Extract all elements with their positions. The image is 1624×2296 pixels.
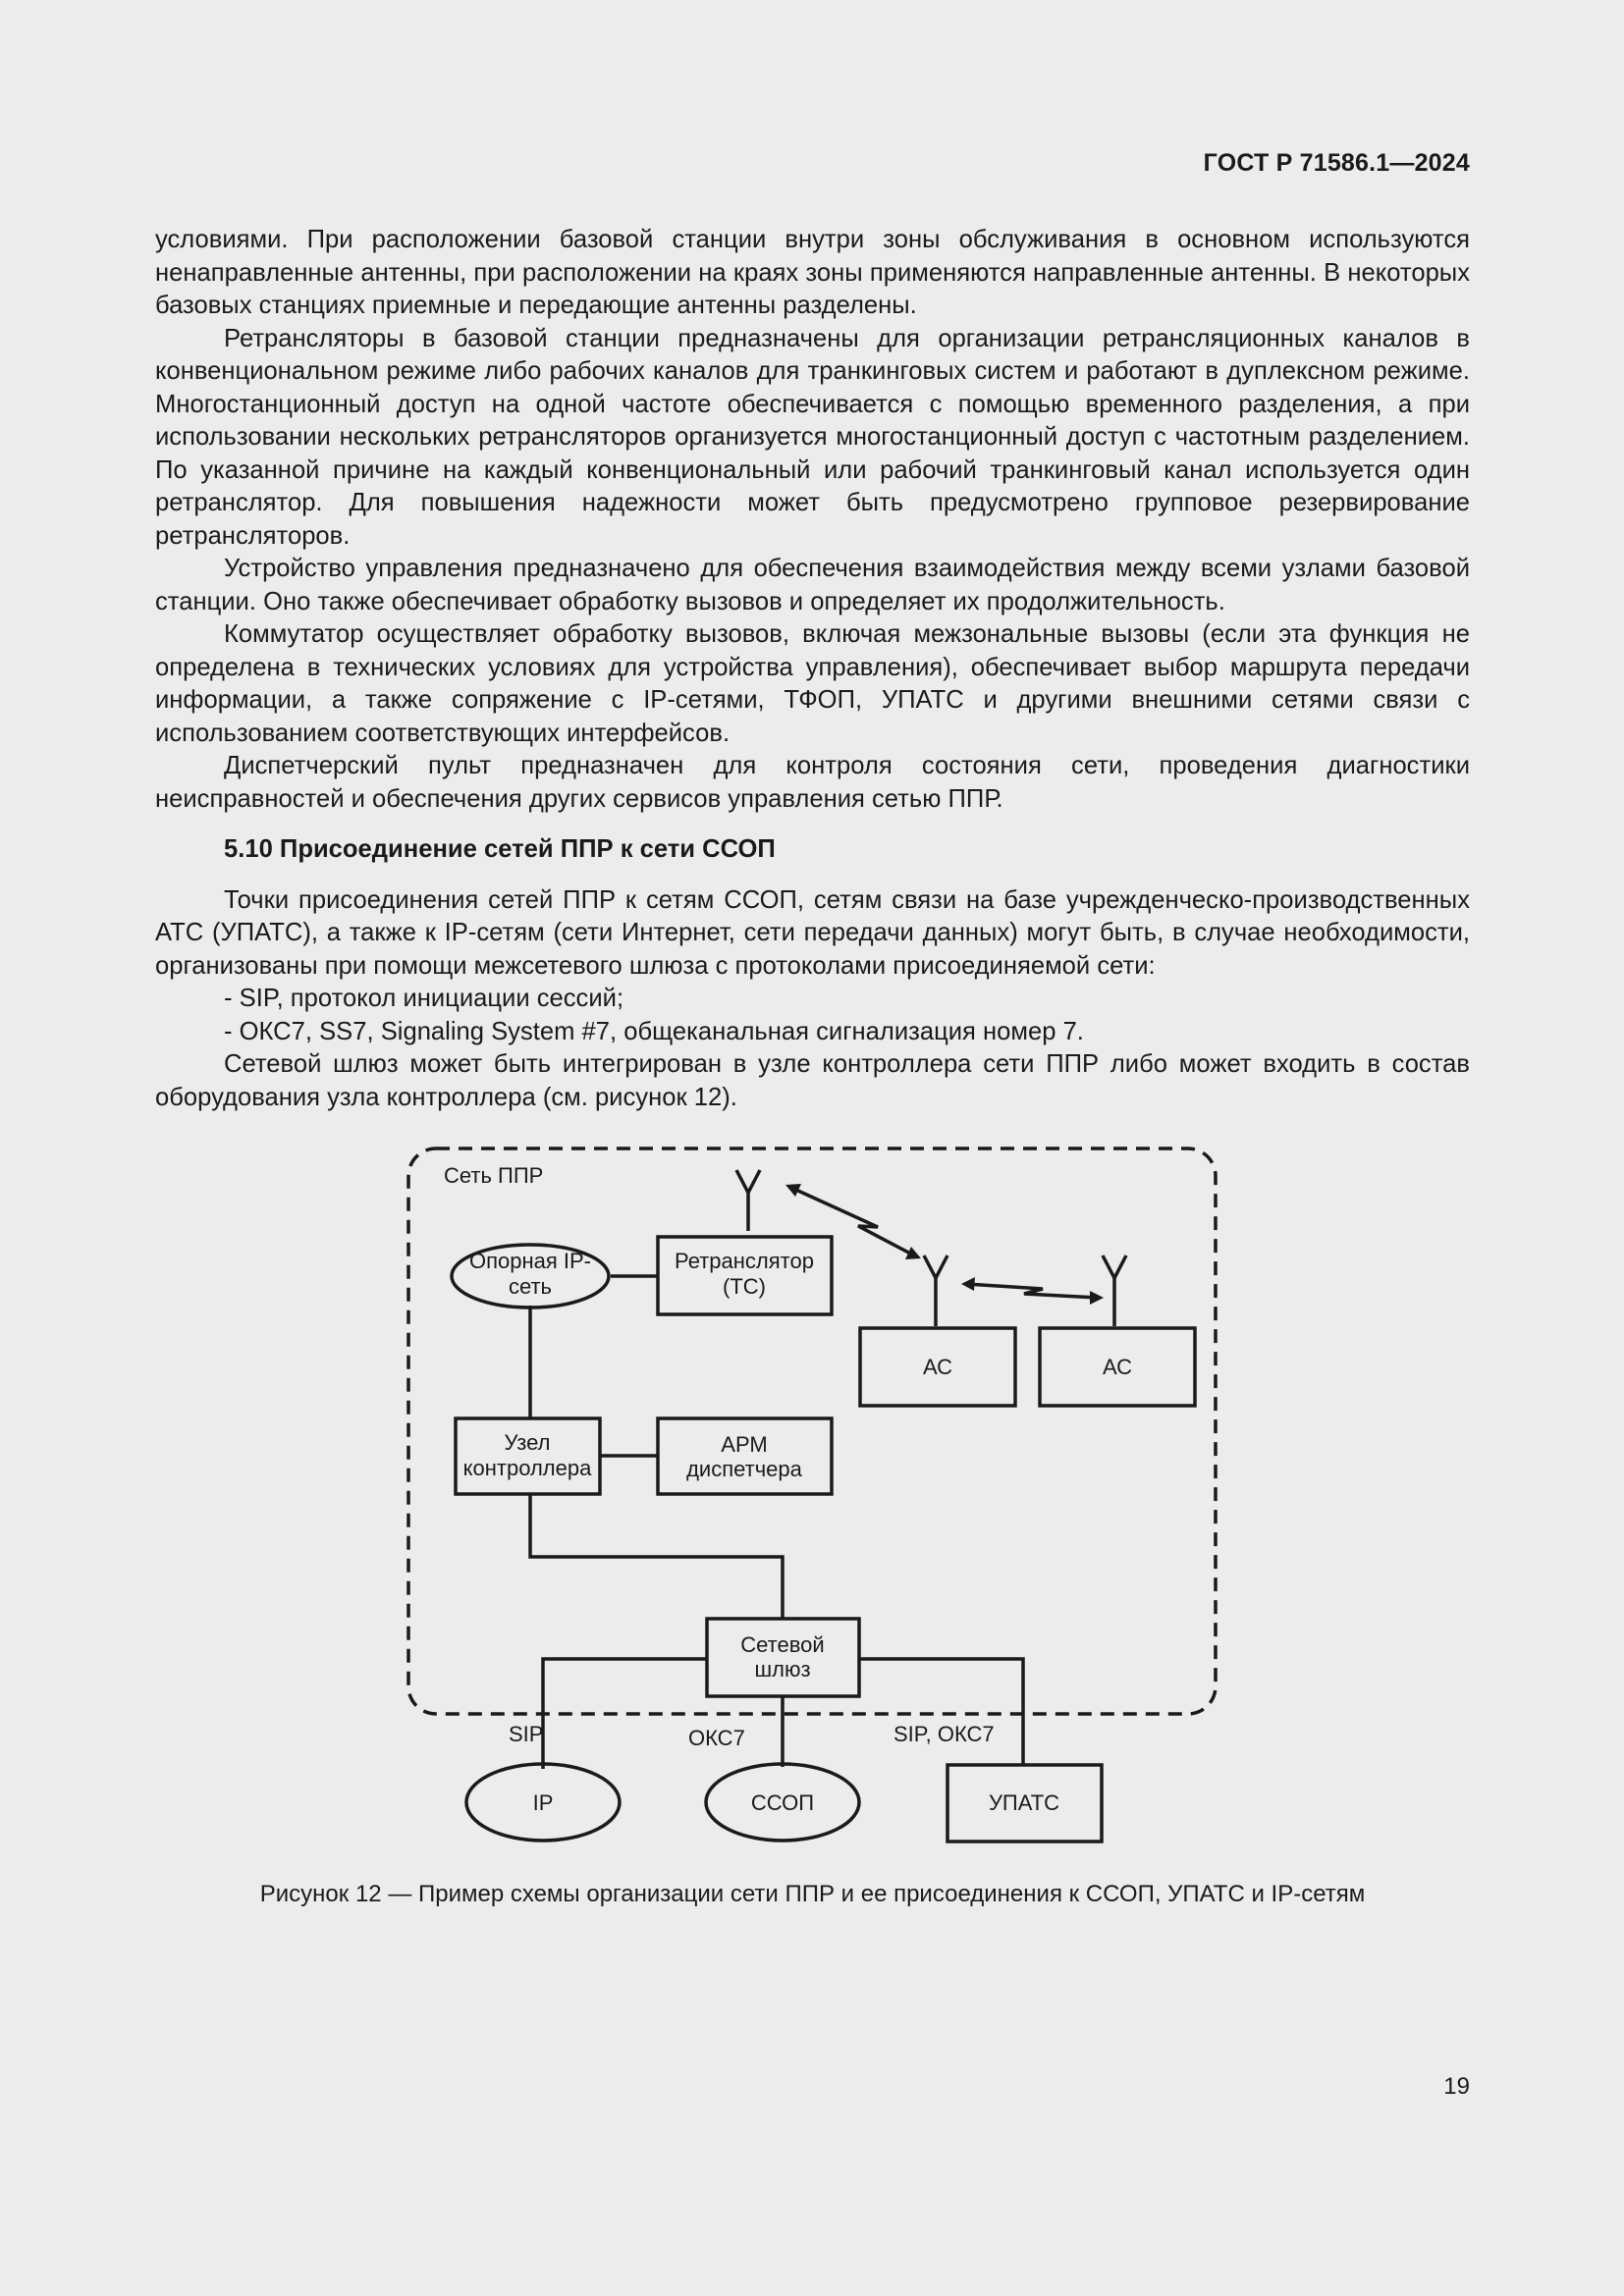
page-number: 19 [1443,2073,1470,2100]
radio-link-repeater-as1 [789,1187,916,1256]
list-item-sip: - SIP, протокол инициации сессий; [224,985,624,1012]
repeater-antenna-icon [736,1170,760,1193]
as1-label: АС [922,1355,953,1379]
paragraph-4: Коммутатор осуществляет обработку вызовов, включая межзональные вызовы (если эта функция не определена в технических условиях для устройства управления), обеспечивает выбор маршрута передачи информации, а также сопряжение с IP-сетями, ТФОП, УПАТС и другими внешними сетями связи с использованием соответствующих интерфейсов. [155,620,1470,747]
paragraph-5: Диспетчерский пульт предназначен для контроля состояния сети, проведения диагностики неисправностей и обеспечения других сервисов управления сетью ППР. [155,752,1470,813]
repeater-label-2: (ТС) [723,1274,766,1299]
as1-antenna-icon [924,1255,947,1278]
paragraph-2: Ретрансляторы в базовой станции предназначены для организации ретрансляционных каналов в конвенциональном режиме либо рабочих каналов для транкинговых систем и работают в дуплексном режиме. Многостанционный доступ на одной частоте обеспечивается с помощью временного разделения, а при использовании нескольких ретрансляторов организуется многостанционный доступ с частотным разделением. По указанной причине на каждый конвенциональный или рабочий транкинговый канал используется один ретранслятор. Для повышения надежности может быть предусмотрено групповое резервирование ретрансляторов. [155,324,1470,550]
diagram-svg [393,1139,1247,1855]
sip-oks7-label: SIP, ОКС7 [893,1722,995,1746]
arrowhead-as2 [1090,1291,1104,1305]
arm-label-1: АРМ [721,1432,768,1457]
gateway-label-2: шлюз [754,1657,811,1682]
gateway-label-1: Сетевой [740,1632,825,1657]
radio-link-as1-as2 [966,1284,1098,1298]
ip-core-label-1: Опорная IP- [468,1249,592,1273]
figure-caption: Рисунок 12 — Пример схемы организации сети ППР и ее присоединения к ССОП, УПАТС и IP-сетям [259,1881,1366,1907]
ip-core-label-2: сеть [508,1274,553,1299]
paragraph-7: Сетевой шлюз может быть интегрирован в узле контроллера сети ППР либо может входить в состав оборудования узла контроллера (см. рисунок 12). [155,1050,1470,1111]
document-id: ГОСТ Р 71586.1—2024 [1203,149,1470,177]
paragraph-6: Точки присоединения сетей ППР к сетям ССОП, сетям связи на базе учрежденческо-производственных АТС (УПАТС), а также к IP-сетям (сети Интернет, сети передачи данных) могут быть, в случае необходимости, организованы при помощи межсетевого шлюза с протоколами присоединяемой сети: [155,885,1470,980]
controller-label-1: Узел [504,1430,551,1455]
ext-ip-label: IP [532,1790,554,1815]
link-gateway-upats [858,1659,1023,1765]
arm-label-2: диспетчера [686,1457,802,1481]
as2-antenna-icon [1103,1255,1126,1278]
repeater-label-1: Ретранслятор [675,1249,814,1273]
body-text [155,224,1470,1114]
ext-upats-label: УПАТС [988,1790,1060,1815]
section-heading: 5.10 Присоединение сетей ППР к сети ССОП [224,835,776,863]
sip-label: SIP [509,1722,544,1746]
link-controller-gateway [530,1493,783,1618]
as2-label: АС [1102,1355,1133,1379]
paragraph-1: условиями. При расположении базовой станции внутри зоны обслуживания в основном используются ненаправленные антенны, при расположении на краях зоны применяются направленные антенны. В некоторых базовых станциях приемные и передающие антенны разделены. [155,226,1470,319]
ext-ssop-label: ССОП [750,1790,815,1815]
arrowhead-as1-right [961,1277,975,1291]
oks7-label: ОКС7 [688,1726,745,1750]
controller-label-2: контроллера [462,1456,592,1480]
paragraph-3: Устройство управления предназначено для обеспечения взаимодействия между всеми узлами базовой станции. Оно также обеспечивает обработку вызовов и определяет их продолжительность. [155,555,1470,615]
network-label: Сеть ППР [444,1163,544,1188]
list-item-oks7: - ОКС7, SS7, Signaling System #7, общеканальная сигнализация номер 7. [224,1017,1084,1045]
network-diagram [393,1139,1247,1855]
